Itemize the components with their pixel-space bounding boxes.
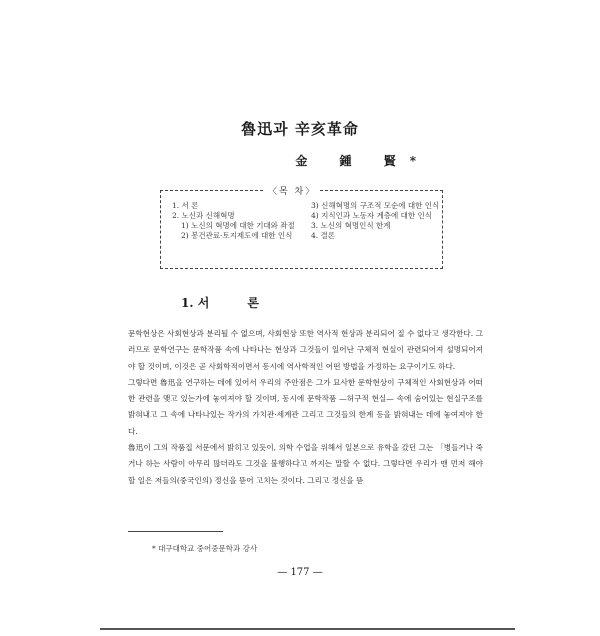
section-heading <box>181 294 259 311</box>
paragraph: 문학현상은 사회현상과 분리될 수 없으며, 사회현상 또한 역사적 현상과 분리되어 질 수 없다고 생각한다. 그러므로 문학연구는 문학작품 속에 나타나는 현상과 그것들이 일어난 구체적 현실이 관련되어져 설명되어져야 할 것이며, 이것은 곧 사회학적이면서 동시에 역사학적인 어떤 방법을 가정하는 요구이기도 하다. <box>128 329 483 371</box>
article-author: 金 鍾 賢* <box>295 154 430 168</box>
toc-left-column <box>172 201 310 241</box>
toc-item: 1) 노신의 혁명에 대한 기대와 좌절 <box>181 221 295 230</box>
paragraph: 魯迅이 그의 작품집 서문에서 밝히고 있듯이, 의학 수업을 위해서 일본으로 유학을 갔던 그는 「병들거나 죽거나 하는 사람이 아무리 많더라도 그것을 불행하다고 까지는 말할 수 없다. 그렇다면 우리가 맨 먼저 해야 할 일은 저들의(중국인의) 정신을 뜯어 고치는 것이다. 그리고 정신을 뜯 <box>128 443 483 485</box>
footnote-rule <box>128 531 223 532</box>
toc-item: 2) 봉건관료·토지제도에 대한 인식 <box>181 231 293 240</box>
toc-item: 4. 결론 <box>311 231 336 240</box>
body-text <box>128 326 483 489</box>
toc-item: 1. 서 론 <box>172 201 199 210</box>
toc-item: 4) 지식인과 노동자 계층에 대한 인식 <box>311 211 433 220</box>
toc-right-column <box>311 201 439 241</box>
toc-item: 2. 노신과 신해혁명 <box>172 211 235 220</box>
section-title-part: 론 <box>247 296 259 310</box>
toc-item: 3. 노신의 혁명인식 한계 <box>311 221 391 230</box>
section-title-part: 서 <box>197 296 210 310</box>
page-bottom-rule <box>100 628 515 630</box>
toc-item: 3) 신해혁명의 구조적 모순에 대한 인식 <box>311 201 440 210</box>
section-number: 1. <box>181 296 194 310</box>
footnote: * 대구대학교 중어중문학과 강사 <box>152 544 258 553</box>
article-title: 魯迅과 辛亥革命 <box>241 120 359 138</box>
toc-heading: 〈목 차〉 <box>264 184 320 197</box>
paragraph: 그렇다면 魯迅을 연구하는 데에 있어서 우리의 주안점은 그가 묘사한 문학현상이 구체적인 사회현상과 어떠한 관련을 맺고 있는가에 놓여져야 할 것이며, 동시에 문학작품 —허구적 현실— 속에 숨어있는 현실구조를 밝혀내고 그 속에 나타나있는 작가의 가치관·세계관 그리고 그것들의 한계 등을 밝혀내는 데에 놓여져야 한다. <box>128 377 483 436</box>
page-number: — 177 — <box>277 567 323 578</box>
